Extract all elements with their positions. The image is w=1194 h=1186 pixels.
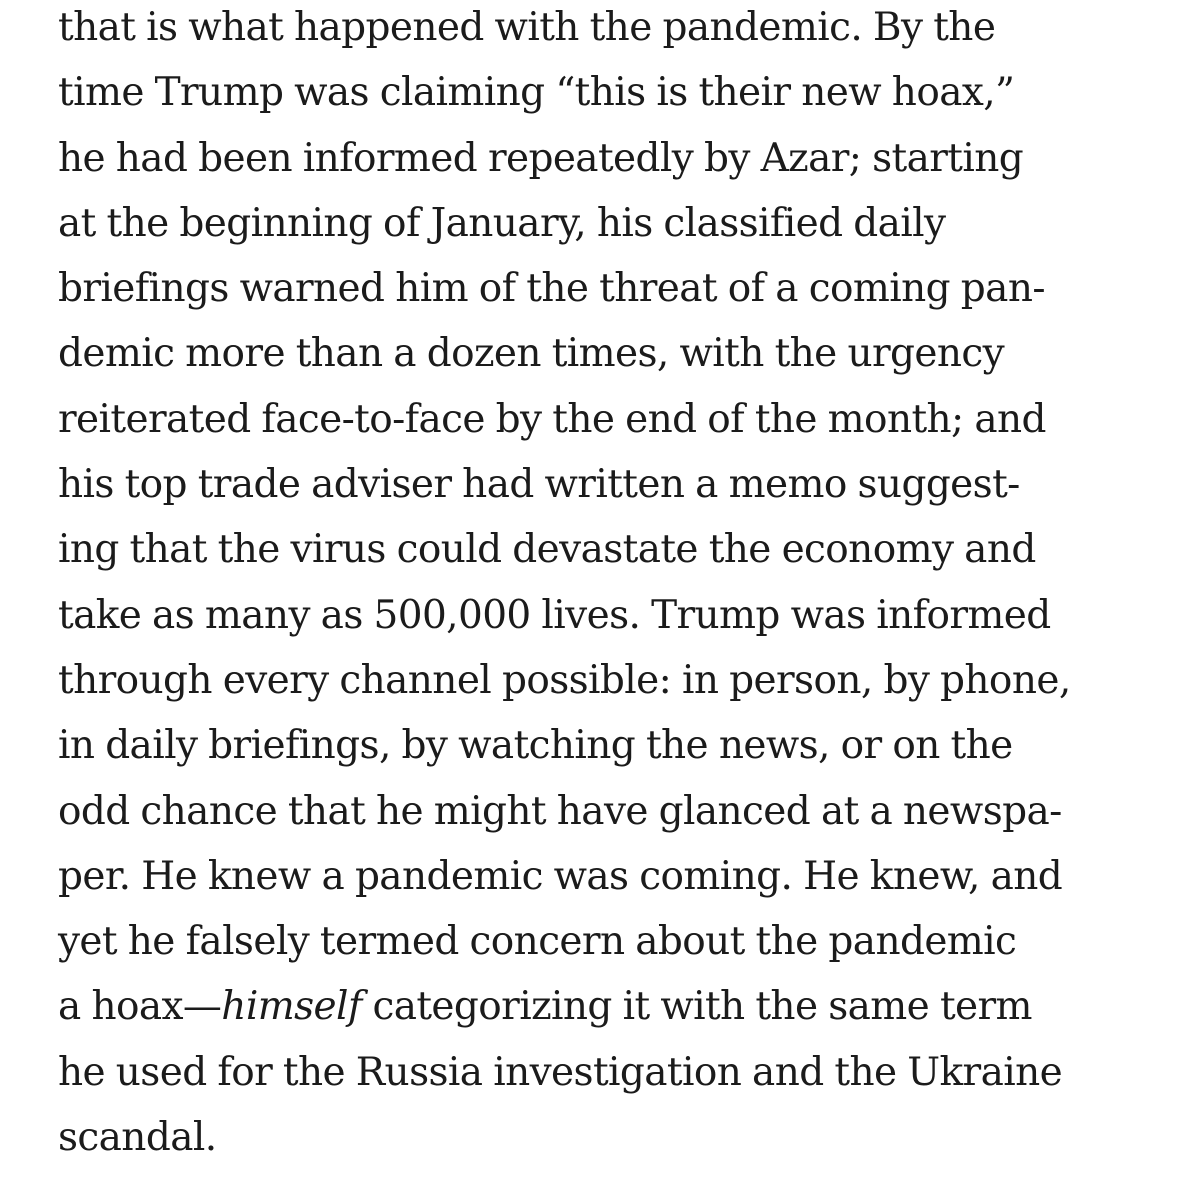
- emphasized-word: himself: [221, 984, 362, 1030]
- text-line: reiterated face-to-face by the end of the month; and: [58, 396, 1046, 442]
- text-line: per. He knew a pandemic was coming. He knew, and: [58, 853, 1063, 899]
- text-line: he used for the Russia investigation and the Ukraine: [58, 1049, 1063, 1095]
- text-segment: a hoax—: [58, 984, 222, 1030]
- text-line: time Trump was claiming “this is their new hoax,”: [58, 70, 1015, 116]
- text-line: he had been informed repeatedly by Azar; starting: [58, 135, 1024, 181]
- text-line: briefings warned him of the threat of a coming pan-: [58, 266, 1045, 312]
- text-line: through every channel possible: in person, by phone,: [58, 657, 1071, 703]
- text-line: demic more than a dozen times, with the urgency: [58, 331, 1005, 377]
- text-line: in daily briefings, by watching the news, or on the: [58, 723, 1013, 769]
- text-line-with-emphasis: [58, 974, 1178, 1039]
- text-line: that is what happened with the pandemic. By the: [58, 5, 996, 50]
- text-line: take as many as 500,000 lives. Trump was informed: [58, 592, 1051, 638]
- text-line: ing that the virus could devastate the economy and: [58, 527, 1036, 573]
- text-segment: categorizing it with the same term: [361, 984, 1032, 1030]
- text-line: scandal.: [58, 1115, 217, 1161]
- text-line: odd chance that he might have glanced at a newspa-: [58, 788, 1062, 834]
- text-line: at the beginning of January, his classified daily: [58, 200, 946, 246]
- text-line: yet he falsely termed concern about the pandemic: [58, 919, 1017, 965]
- text-line: his top trade adviser had written a memo suggest-: [58, 462, 1020, 508]
- book-page: [58, 0, 1178, 1170]
